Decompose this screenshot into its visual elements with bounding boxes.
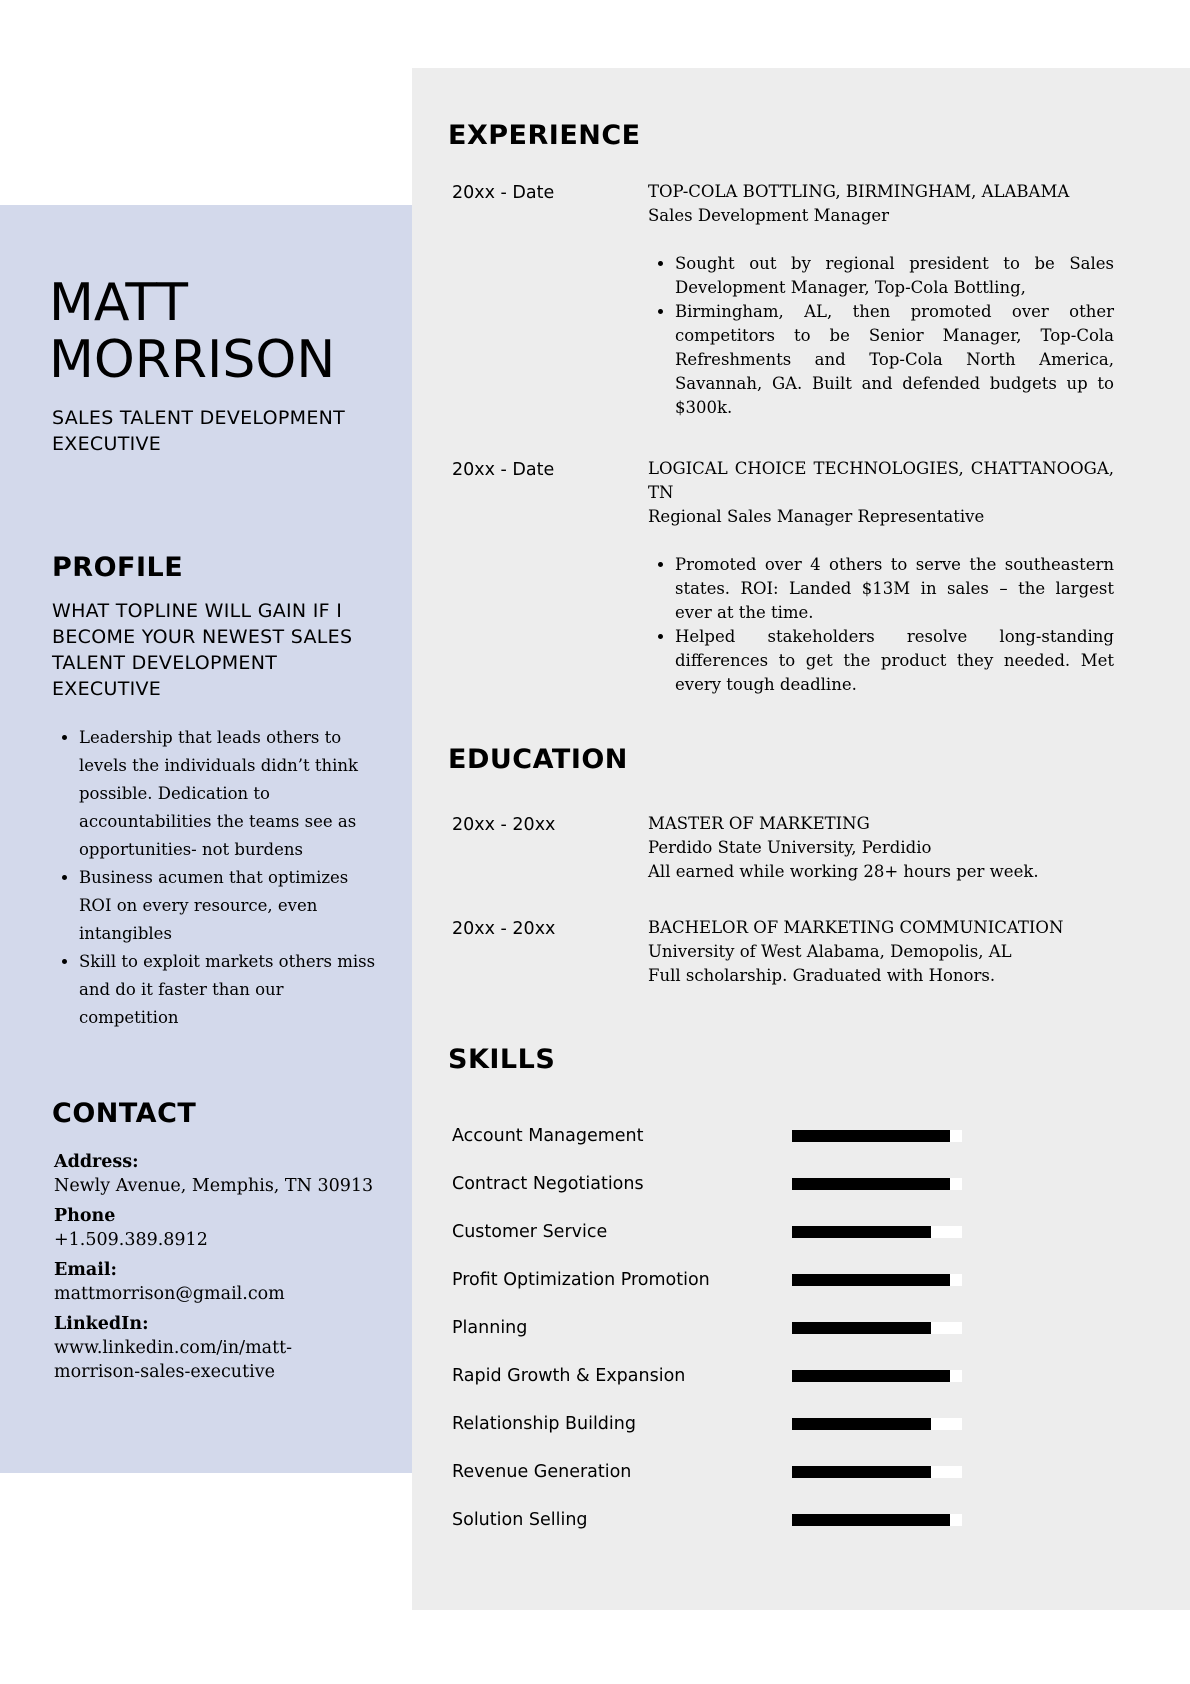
skill-row xyxy=(452,1220,972,1244)
profile-subheading: WHAT TOPLINE WILL GAIN IF I BECOME YOUR NEWEST SALES TALENT DEVELOPMENT EXECUTIVE xyxy=(52,600,353,700)
skill-row xyxy=(452,1124,972,1148)
skill-bar-track xyxy=(792,1514,962,1526)
contact-block xyxy=(54,1150,374,1384)
skill-bar-fill xyxy=(792,1322,931,1334)
experience-entry xyxy=(648,180,1114,420)
profile-bullet: • Leadership that leads others to levels the individuals didn’t think possible. Dedication to accountabilities the teams see as opportunities- not burdens xyxy=(79,724,379,864)
education-entry xyxy=(648,812,1114,884)
experience-company: LOGICAL CHOICE TECHNOLOGIES, CHATTANOOGA, TN xyxy=(648,459,1114,502)
skill-row xyxy=(452,1268,972,1292)
profile-bullet-list xyxy=(60,724,379,1032)
profile-bullet: • Business acumen that optimizes ROI on every resource, even intangibles xyxy=(79,864,379,948)
skill-bar-fill xyxy=(792,1226,931,1238)
profile-heading: PROFILE xyxy=(52,552,184,583)
experience-date: 20xx - Date xyxy=(452,183,555,203)
education-date: 20xx - 20xx xyxy=(452,919,556,939)
experience-bullet-list xyxy=(648,252,1114,420)
experience-heading: EXPERIENCE xyxy=(448,120,641,151)
education-school: University of West Alabama, Demopolis, AL xyxy=(648,942,1012,961)
skill-bar-track xyxy=(792,1130,962,1142)
skill-bar-track xyxy=(792,1418,962,1430)
education-entry xyxy=(648,916,1114,988)
address-label: Address: xyxy=(54,1152,139,1172)
experience-role: Regional Sales Manager Representative xyxy=(648,507,985,526)
skill-bar-fill xyxy=(792,1514,950,1526)
skill-name: Customer Service xyxy=(452,1222,608,1242)
skill-bar-fill xyxy=(792,1274,950,1286)
skill-name: Planning xyxy=(452,1318,528,1338)
education-note: Full scholarship. Graduated with Honors. xyxy=(648,966,996,985)
experience-date: 20xx - Date xyxy=(452,460,555,480)
experience-bullet: • Sought out by regional president to be Sales Development Manager, Top-Cola Bottling, xyxy=(675,252,1114,300)
education-note: All earned while working 28+ hours per week. xyxy=(648,862,1039,881)
skill-bar-track xyxy=(792,1178,962,1190)
first-name: MATT xyxy=(49,273,189,333)
linkedin-label: LinkedIn: xyxy=(54,1314,149,1334)
candidate-name xyxy=(49,275,335,389)
profile-bullet: • Skill to exploit markets others miss and do it faster than our competition xyxy=(79,948,379,1032)
phone-label: Phone xyxy=(54,1206,116,1226)
skill-name: Profit Optimization Promotion xyxy=(452,1270,710,1290)
experience-bullet-list xyxy=(648,553,1114,697)
skill-row xyxy=(452,1172,972,1196)
skill-row xyxy=(452,1508,972,1532)
experience-role: Sales Development Manager xyxy=(648,206,890,225)
education-degree: BACHELOR OF MARKETING COMMUNICATION xyxy=(648,918,1064,937)
skill-row xyxy=(452,1412,972,1436)
skill-bar-track xyxy=(792,1370,962,1382)
skill-bar-fill xyxy=(792,1130,950,1142)
skill-bar-track xyxy=(792,1274,962,1286)
experience-bullet: • Birmingham, AL, then promoted over other competitors to be Senior Manager, Top-Cola Refreshments and Top-Cola North America, Savannah, GA. Built and defended budgets up to $300k. xyxy=(675,300,1114,420)
skill-bar-track xyxy=(792,1466,962,1478)
education-heading: EDUCATION xyxy=(448,744,628,775)
phone-value: +1.509.389.8912 xyxy=(54,1230,208,1250)
education-date: 20xx - 20xx xyxy=(452,815,556,835)
linkedin-value: www.linkedin.com/in/matt-morrison-sales-executive xyxy=(54,1338,293,1382)
skill-row xyxy=(452,1364,972,1388)
skill-name: Rapid Growth & Expansion xyxy=(452,1366,686,1386)
skill-bar-track xyxy=(792,1226,962,1238)
education-school: Perdido State University, Perdidio xyxy=(648,838,932,857)
education-degree: MASTER OF MARKETING xyxy=(648,814,870,833)
skill-name: Relationship Building xyxy=(452,1414,636,1434)
last-name: MORRISON xyxy=(49,330,336,390)
email-value: mattmorrison@gmail.com xyxy=(54,1284,285,1304)
skill-name: Solution Selling xyxy=(452,1510,588,1530)
skill-name: Revenue Generation xyxy=(452,1462,632,1482)
skill-row xyxy=(452,1460,972,1484)
email-label: Email: xyxy=(54,1260,117,1280)
skill-row xyxy=(452,1316,972,1340)
skill-bar-fill xyxy=(792,1418,931,1430)
skill-name: Account Management xyxy=(452,1126,644,1146)
skills-heading: SKILLS xyxy=(448,1044,556,1075)
experience-bullet: • Promoted over 4 others to serve the southeastern states. ROI: Landed $13M in sales – the largest ever at the time. xyxy=(675,553,1114,625)
skill-bar-track xyxy=(792,1322,962,1334)
experience-bullet: • Helped stakeholders resolve long-standing differences to get the product they needed. Met every tough deadline. xyxy=(675,625,1114,697)
skill-bar-fill xyxy=(792,1466,931,1478)
address-value: Newly Avenue, Memphis, TN 30913 xyxy=(54,1176,374,1196)
skill-bar-fill xyxy=(792,1178,950,1190)
experience-company: TOP-COLA BOTTLING, BIRMINGHAM, ALABAMA xyxy=(648,182,1070,201)
candidate-title: SALES TALENT DEVELOPMENT EXECUTIVE xyxy=(52,407,346,455)
contact-heading: CONTACT xyxy=(52,1098,197,1129)
skill-bar-fill xyxy=(792,1370,950,1382)
skill-name: Contract Negotiations xyxy=(452,1174,644,1194)
experience-entry xyxy=(648,457,1114,697)
